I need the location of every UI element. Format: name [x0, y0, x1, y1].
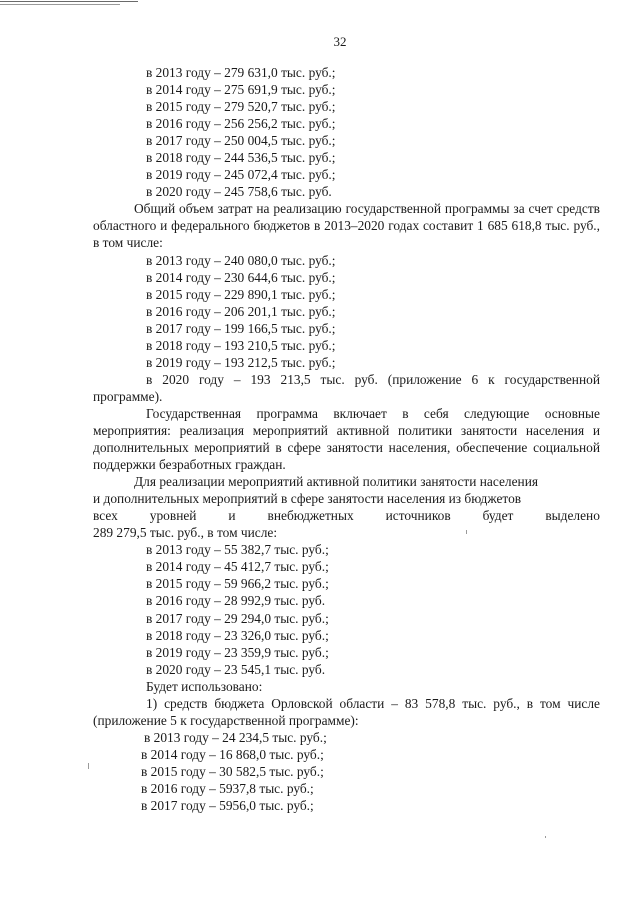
list-item: в 2016 году – 5937,8 тыс. руб.; — [141, 780, 314, 796]
list-item: в 2017 году – 29 294,0 тыс. руб.; — [146, 610, 329, 626]
paragraph-total-budget: Общий объем затрат на реализацию государственной программы за счет средств областного и федерального бюджетов в 2013–2020 годах составит 1 685 618,8 тыс. руб., в том числе: — [93, 201, 600, 251]
word: внебюджетных — [267, 508, 354, 524]
list-item: в 2016 году – 256 256,2 тыс. руб.; — [146, 116, 336, 132]
scan-speck — [466, 530, 467, 534]
word: уровней — [149, 508, 197, 524]
word: выделено — [545, 508, 600, 524]
list-item: в 2015 году – 279 520,7 тыс. руб.; — [146, 99, 336, 115]
list-item: в 2014 году – 45 412,7 тыс. руб.; — [146, 559, 329, 575]
list-item: в 2015 году – 59 966,2 тыс. руб.; — [146, 576, 329, 592]
list-item: в 2015 году – 229 890,1 тыс. руб.; — [146, 286, 336, 302]
list-item: в 2013 году – 240 080,0 тыс. руб.; — [146, 252, 336, 268]
paragraph-line: 289 279,5 тыс. руб., в том числе: — [93, 525, 278, 541]
expense-list-regional-federal — [93, 252, 600, 371]
list-item: в 2020 году – 23 545,1 тыс. руб. — [146, 661, 326, 677]
paragraph-line-justified — [93, 507, 600, 524]
list-item: в 2018 году – 244 536,5 тыс. руб.; — [146, 150, 336, 166]
word: всех — [93, 508, 118, 524]
paragraph-regional-budget: 1) средств бюджета Орловской области – 83 578,8 тыс. руб., в том числе (приложение 5 к государственной программе): — [93, 695, 600, 728]
list-item: в 2013 году – 24 234,5 тыс. руб.; — [144, 729, 327, 745]
paragraph-activity-funding — [93, 473, 600, 541]
paragraph-main-activities: Государственная программа включает в себя следующие основные мероприятия: реализация мероприятий активной политики занятости населения и дополнительных мероприятий в сфере занятости населения, обеспечение социальной поддержки безработных граждан. — [93, 405, 600, 473]
list-item: в 2018 году – 23 326,0 тыс. руб.; — [146, 627, 329, 643]
list-item: в 2015 году – 30 582,5 тыс. руб.; — [141, 763, 324, 779]
list-item: в 2014 году – 16 868,0 тыс. руб.; — [141, 746, 324, 762]
list-item: в 2014 году – 230 644,6 тыс. руб.; — [146, 269, 336, 285]
expense-list-regional — [93, 729, 600, 814]
list-item: в 2016 году – 206 201,1 тыс. руб.; — [146, 303, 336, 319]
scan-speck — [88, 763, 89, 769]
list-item: в 2019 году – 245 072,4 тыс. руб.; — [146, 167, 336, 183]
paragraph-line: и дополнительных мероприятий в сфере занятости населения из бюджетов — [93, 491, 522, 507]
list-item: в 2016 году – 28 992,9 тыс. руб. — [146, 593, 326, 609]
paragraph-line: Для реализации мероприятий активной политики занятости населения — [134, 474, 539, 490]
word: источников — [385, 508, 451, 524]
list-item: в 2017 году – 250 004,5 тыс. руб.; — [146, 133, 336, 149]
list-item: в 2017 году – 5956,0 тыс. руб.; — [141, 798, 314, 814]
word: и — [228, 508, 236, 524]
scan-edge-lines — [0, 0, 140, 8]
expense-list-total — [93, 64, 600, 200]
page-number: 32 — [333, 34, 347, 49]
document-body — [93, 64, 600, 814]
list-item: в 2013 году – 279 631,0 тыс. руб.; — [146, 65, 336, 80]
list-item: в 2020 году – 245 758,6 тыс. руб. — [146, 184, 332, 200]
scan-speck — [545, 836, 546, 838]
list-item: в 2019 году – 193 212,5 тыс. руб.; — [146, 354, 336, 370]
list-item: в 2019 году – 23 359,9 тыс. руб.; — [146, 644, 329, 660]
list-item: в 2013 году – 55 382,7 тыс. руб.; — [146, 542, 329, 558]
list-item: в 2014 году – 275 691,9 тыс. руб.; — [146, 82, 336, 98]
list-item-last: в 2020 году – 193 213,5 тыс. руб. (приложение 6 к государственной программе). — [93, 371, 600, 404]
list-item: в 2017 году – 199 166,5 тыс. руб.; — [146, 320, 336, 336]
will-be-used-heading: Будет использовано: — [146, 678, 263, 694]
word: будет — [482, 508, 514, 524]
expense-list-activities — [93, 541, 600, 677]
list-item: в 2018 году – 193 210,5 тыс. руб.; — [146, 337, 336, 353]
